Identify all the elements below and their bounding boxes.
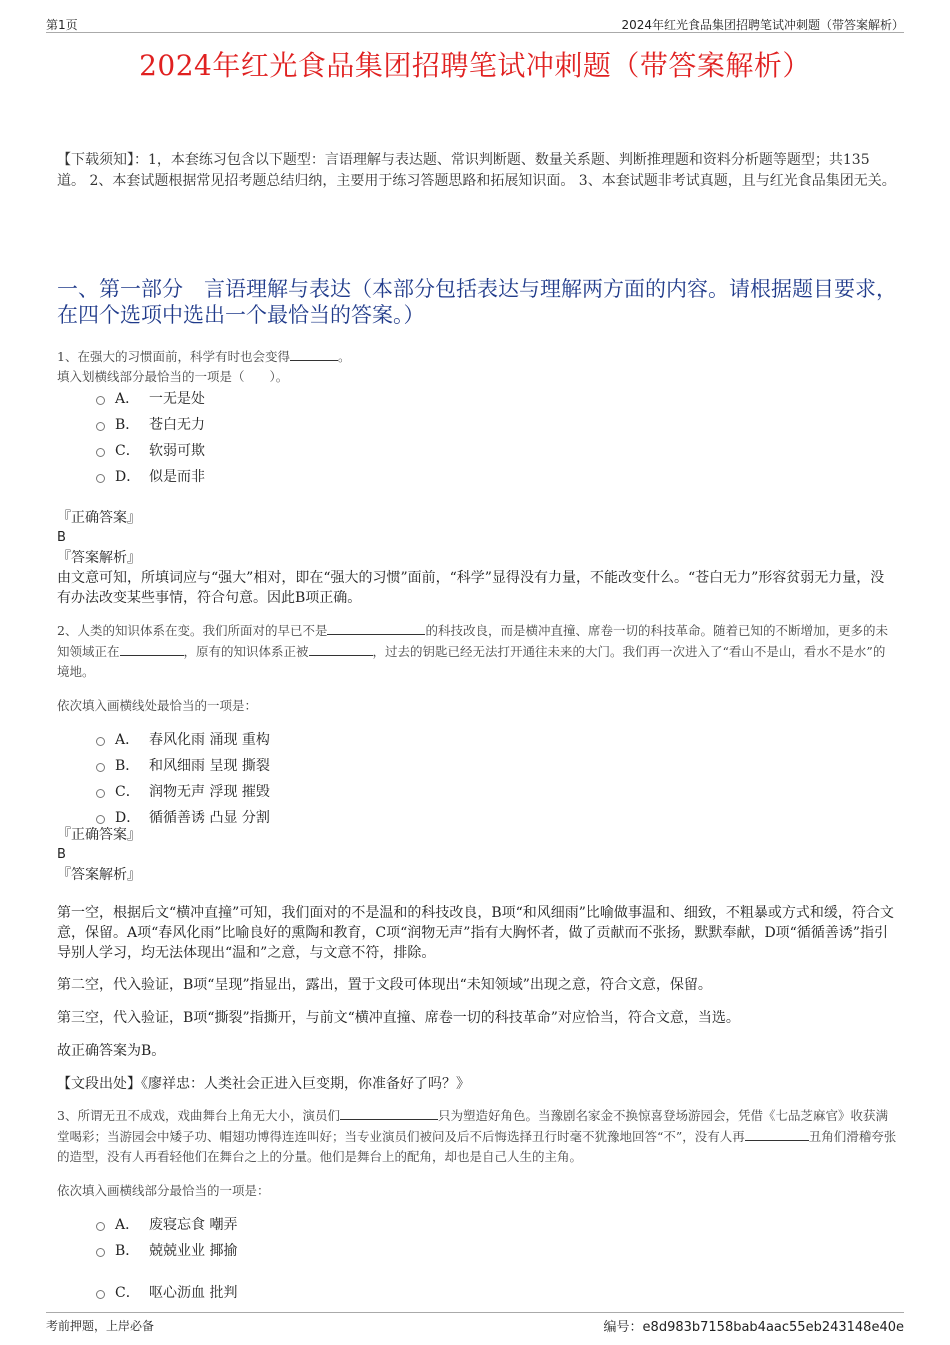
analysis-label: 『答案解析』 [57,867,141,883]
radio-icon[interactable] [96,815,105,824]
correct-answer-label: 『正确答案』 [57,510,141,526]
question-3 [57,1105,897,1201]
option-c[interactable]: C． 润物无声 浮现 摧毁 [96,778,270,804]
radio-icon[interactable] [96,789,105,798]
radio-icon[interactable] [96,448,105,457]
radio-icon[interactable] [96,396,105,405]
question-3-text: 3、所谓无丑不成戏，戏曲舞台上角无大小，演员们 只为塑造好角色。当豫剧名家金不换惊喜登场游园会，凭借《七品芝麻官》收获满堂喝彩；当游园会中矮子功、帽翅功博得连连叫好；当专业演员们被问及后不后悔选择丑行时毫不犹豫地回答“不”，没有人再 丑角们滑稽夸张的造型，没有人再看轻他们在舞台之上的分量。他们是舞台上的配角，却也是自己人生的主角。 [57,1105,897,1167]
analysis-label: 『答案解析』 [57,550,141,566]
option-b[interactable]: B． 和风细雨 呈现 撕裂 [96,752,270,778]
section-heading: 一、第一部分 言语理解与表达（本部分包括表达与理解两方面的内容。请根据题目要求，在四个选项中选出一个最恰当的答案。） [57,277,897,327]
question-3-prompt: 依次填入画横线部分最恰当的一项是： [57,1183,270,1198]
option-a[interactable]: A． 一无是处 [96,385,205,411]
question-2-prompt: 依次填入画横线处最恰当的一项是： [57,698,258,713]
page-footer [46,1312,904,1335]
option-c[interactable]: C． 软弱可欺 [96,437,205,463]
question-1-text: 1、在强大的习惯面前，科学有时也会变得 。 [57,346,897,367]
analysis-text: 由文意可知，所填词应与“强大”相对，即在“强大的习惯”面前，“科学”显得没有力量，不能改变什么。“苍白无力”形容贫弱无力量，没有办法改变某些事情，符合句意。因此B项正确。 [57,570,885,606]
option-d[interactable]: D． 似是而非 [96,463,205,489]
question-1 [57,346,897,387]
question-1-options [96,385,205,489]
document-title: 2024年红光食品集团招聘笔试冲刺题（带答案解析） [139,49,811,82]
source-citation: 【文段出处】《廖祥忠：人类社会正进入巨变期，你准备好了吗？》 [57,1076,470,1092]
answer-blank [290,346,338,361]
answer-blank [340,1105,438,1120]
option-a[interactable]: A． 春风化雨 涌现 重构 [96,726,270,752]
question-1-prompt: 填入划横线部分最恰当的一项是（ ）。 [57,369,289,384]
correct-answer-value: B [57,530,66,545]
option-a[interactable]: A． 废寝忘食 嘲弄 [96,1211,237,1237]
radio-icon[interactable] [96,1248,105,1257]
radio-icon[interactable] [96,737,105,746]
footer-slogan: 考前押题，上岸必备 [46,1319,155,1333]
question-2-options [96,726,270,830]
option-b[interactable]: B． 苍白无力 [96,411,205,437]
correct-answer-label: 『正确答案』 [57,827,141,843]
radio-icon[interactable] [96,1290,105,1299]
page-header [46,12,904,33]
radio-icon[interactable] [96,763,105,772]
option-b[interactable]: B． 兢兢业业 揶揄 [96,1237,237,1263]
download-notice: 【下载须知】：1，本套练习包含以下题型：言语理解与表达题、常识判断题、数量关系题、判断推理题和资料分析题等题型；共135道。 2、本套试题根据常见招考题总结归纳，主要用于练习答题思路和拓展知识面。 3、本套试题非考试真题，且与红光食品集团无关。 [57,152,896,189]
option-c[interactable]: C． 呕心沥血 批判 [96,1279,237,1305]
page-number: 第1页 [46,18,78,32]
answer-blank [309,641,373,656]
answer-blank [120,641,184,656]
radio-icon[interactable] [96,1222,105,1231]
option-d[interactable]: D． 循循善诱 凸显 分割 [96,804,270,830]
radio-icon[interactable] [96,422,105,431]
analysis-paragraph-3: 第三空，代入验证，B项“撕裂”指撕开，与前文“横冲直撞、席卷一切的科技革命”对应恰当，符合文意，当选。 [57,1010,740,1026]
radio-icon[interactable] [96,474,105,483]
question-1-answer [57,508,897,608]
analysis-paragraph-2: 第二空，代入验证，B项“呈现”指显出，露出，置于文段可体现出“未知领域”出现之意，符合文意，保留。 [57,977,712,993]
question-2-text: 2、人类的知识体系在变。我们所面对的早已不是 的科技改良，而是横冲直撞、席卷一切的科技革命。随着已知的不断增加，更多的未知领域正在 ，原有的知识体系正被 ，过去的钥匙已经无法打开通往未来的大门。我们再一次进入了“看山不是山，看水不是水”的境地。 [57,620,897,682]
analysis-paragraph-1: 第一空，根据后文“横冲直撞”可知，我们面对的不是温和的科技改良，B项“和风细雨”比喻做事温和、细致，不粗暴或方式和缓，符合文意，保留。A项“春风化雨”比喻良好的熏陶和教育，C项“润物无声”指有大胸怀者，做了贡献而不张扬，默默奉献，D项“循循善诱”指引导别人学习，均无法体现出“温和”之意，与文意不符，排除。 [57,905,894,961]
document-id: 编号：e8d983b7158bab4aac55eb243148e40e [603,1320,904,1335]
question-3-options [96,1211,237,1305]
correct-answer-value: B [57,847,66,862]
analysis-paragraph-4: 故正确答案为B。 [57,1043,166,1059]
question-2 [57,620,897,716]
question-2-answer [57,825,897,1094]
answer-blank [327,620,425,635]
answer-blank [745,1126,809,1141]
header-doc-title: 2024年红光食品集团招聘笔试冲刺题（带答案解析） [621,18,904,32]
